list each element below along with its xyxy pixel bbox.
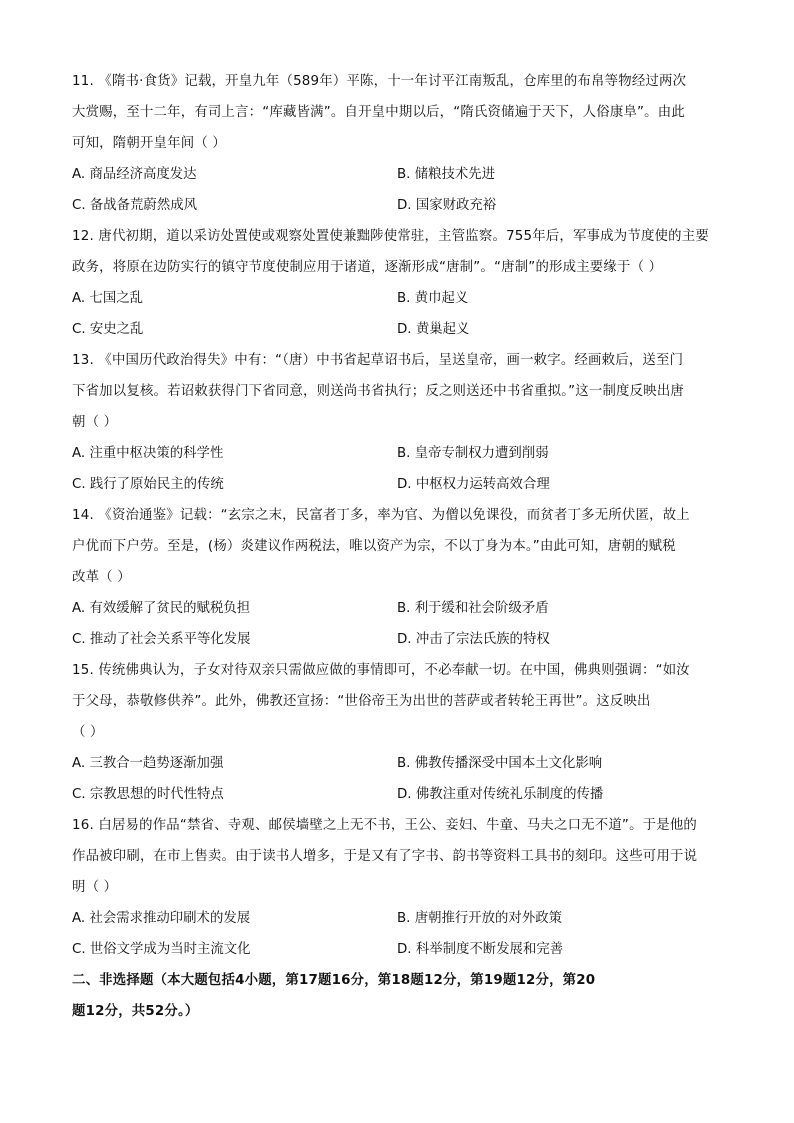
page-content <box>72 66 724 1027</box>
question-13 <box>72 345 724 500</box>
option-row <box>72 314 724 345</box>
question-text-line: 户优而下户劳。至是，(杨）炎建议作两税法，唯以资产为宗，不以丁身为本。”由此可知，唐朝的赋税 <box>72 539 676 554</box>
question-text-line: 作品被印刷，在市上售卖。由于读书人增多，于是又有了字书、韵书等资料工具书的刻印。这些可用于说 <box>72 849 698 864</box>
option-c[interactable]: C. 践行了原始民主的传统 <box>72 477 224 492</box>
question-15 <box>72 655 724 810</box>
section-heading-line: 题12分，共52分。） <box>72 1004 199 1019</box>
question-text-line: 14. 《资治通鉴》记载：“玄宗之末，民富者丁多，率为官、为僧以免课役，而贫者丁多无所伏匿，故上 <box>72 508 690 523</box>
question-16 <box>72 810 724 965</box>
option-b[interactable]: B. 唐朝推行开放的对外政策 <box>397 911 562 926</box>
option-c[interactable]: C. 世俗文学成为当时主流文化 <box>72 942 251 957</box>
option-c[interactable]: C. 备战备荒蔚然成风 <box>72 198 197 213</box>
question-text-line: 13. 《中国历代政治得失》中有：“（唐）中书省起草诏书后，呈送皇帝，画一敕字。经画敕后，送至门 <box>72 353 684 368</box>
option-b[interactable]: B. 皇帝专制权力遭到削弱 <box>397 446 549 461</box>
option-d[interactable]: D. 国家财政充裕 <box>397 198 497 213</box>
option-b[interactable]: B. 利于缓和社会阶级矛盾 <box>397 601 549 616</box>
question-text-line: 朝（ ） <box>72 415 118 430</box>
question-text-line: 下省加以复核。若诏敕获得门下省同意，则送尚书省执行；反之则送还中书省重拟。”这一制度反映出唐 <box>72 384 685 399</box>
option-a[interactable]: A. 三教合一趋势逐渐加强 <box>72 756 224 771</box>
option-row <box>72 748 724 779</box>
section-heading <box>72 965 724 1027</box>
option-a[interactable]: A. 有效缓解了贫民的赋税负担 <box>72 601 251 616</box>
option-c[interactable]: C. 宗教思想的时代性特点 <box>72 787 224 802</box>
question-text-line: 明（ ） <box>72 880 118 895</box>
question-text-line: 于父母，恭敬修供养”。此外，佛教还宣扬：“世俗帝王为出世的菩萨或者转轮王再世”。这反映出 <box>72 694 651 709</box>
question-text-line: 大赏赐，至十二年，有司上言：“库藏皆满”。自开皇中期以后，“隋氏资储遍于天下，人俗康阜”。由此 <box>72 105 685 120</box>
option-row <box>72 283 724 314</box>
option-row <box>72 593 724 624</box>
option-row <box>72 624 724 655</box>
option-d[interactable]: D. 冲击了宗法氏族的特权 <box>397 632 550 647</box>
option-row <box>72 190 724 221</box>
option-row <box>72 469 724 500</box>
option-row <box>72 159 724 190</box>
question-14 <box>72 500 724 655</box>
option-d[interactable]: D. 黄巢起义 <box>397 322 470 337</box>
question-text-line: 12. 唐代初期，道以采访处置使或观察处置使兼黜陟使常驻，主管监察。755年后，军事成为节度使的主要 <box>72 229 709 244</box>
question-text-line: 可知，隋朝开皇年间（ ） <box>72 136 226 151</box>
option-b[interactable]: B. 黄巾起义 <box>397 291 469 306</box>
question-text-line: 改革（ ） <box>72 570 131 585</box>
question-11 <box>72 66 724 221</box>
question-text-line: 政务，将原在边防实行的镇守节度使制应用于诸道，逐渐形成“唐制”。“唐制”的形成主要缘于（ ） <box>72 260 663 275</box>
option-row <box>72 438 724 469</box>
option-row <box>72 934 724 965</box>
option-c[interactable]: C. 推动了社会关系平等化发展 <box>72 632 251 647</box>
option-b[interactable]: B. 储粮技术先进 <box>397 167 496 182</box>
option-c[interactable]: C. 安史之乱 <box>72 322 144 337</box>
question-text-line: 15. 传统佛典认为，子女对待双亲只需做应做的事情即可，不必奉献一切。在中国，佛典则强调：“如汝 <box>72 663 690 678</box>
option-a[interactable]: A. 七国之乱 <box>72 291 143 306</box>
option-row <box>72 779 724 810</box>
option-b[interactable]: B. 佛教传播深受中国本土文化影响 <box>397 756 603 771</box>
question-text-line: 16. 白居易的作品“禁省、寺观、邮侯墙壁之上无不书，王公、妾妇、牛童、马夫之口无不道”。于是他的 <box>72 818 698 833</box>
option-a[interactable]: A. 注重中枢决策的科学性 <box>72 446 224 461</box>
question-text-line: 11. 《隋书·食货》记载，开皇九年（589年）平陈，十一年讨平江南叛乱，仓库里的布帛等物经过两次 <box>72 74 687 89</box>
option-a[interactable]: A. 商品经济高度发达 <box>72 167 197 182</box>
question-12 <box>72 221 724 345</box>
option-a[interactable]: A. 社会需求推动印刷术的发展 <box>72 911 251 926</box>
section-heading-line: 二、非选择题（本大题包括4小题，第17题16分，第18题12分，第19题12分，第20 <box>72 973 596 988</box>
option-d[interactable]: D. 科举制度不断发展和完善 <box>397 942 564 957</box>
question-text-line: （ ） <box>72 725 104 740</box>
option-d[interactable]: D. 中枢权力运转高效合理 <box>397 477 550 492</box>
option-d[interactable]: D. 佛教注重对传统礼乐制度的传播 <box>397 787 604 802</box>
option-row <box>72 903 724 934</box>
